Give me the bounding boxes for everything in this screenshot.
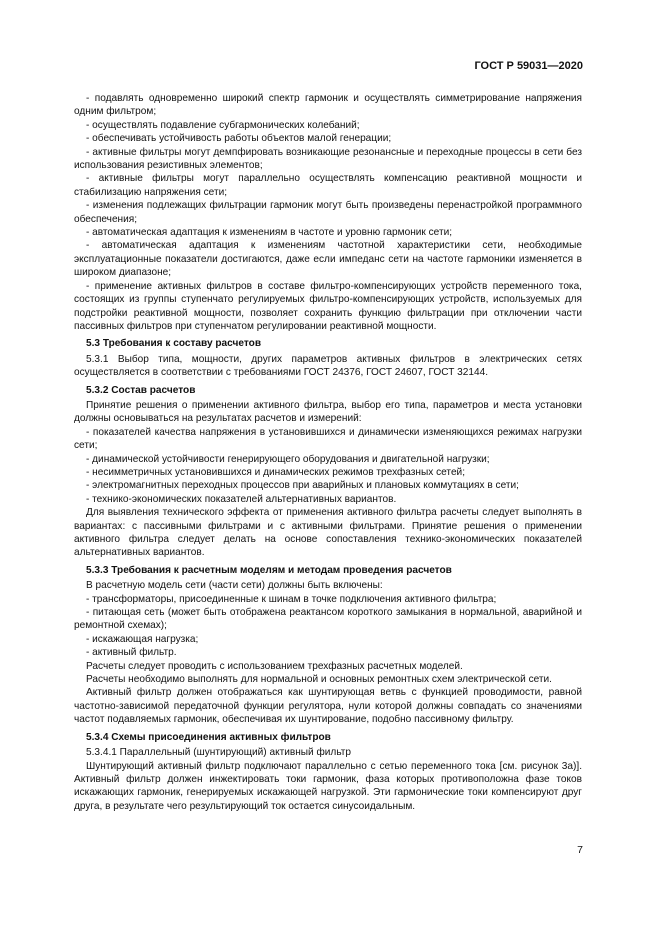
document-body bbox=[74, 92, 582, 813]
section-heading: 5.3.3 Требования к расчетным моделям и методам проведения расчетов bbox=[86, 564, 452, 576]
paragraph: - технико-экономических показателей альтернативных вариантов. bbox=[86, 493, 397, 505]
paragraph: - обеспечивать устойчивость работы объектов малой генерации; bbox=[86, 133, 392, 145]
paragraph: Расчеты следует проводить с использованием трехфазных расчетных моделей. bbox=[86, 660, 463, 672]
paragraph: - подавлять одновременно широкий спектр гармоник и осуществлять симметрирование напряжения одним фильтром; bbox=[74, 93, 582, 118]
paragraph: 5.3.4.1 Параллельный (шунтирующий) активный фильтр bbox=[86, 747, 352, 759]
paragraph: Активный фильтр должен отображаться как шунтирующая ветвь с функцией проводимости, равной частотно-зависимой передаточной функции регулятора, нули которой должны совпадать со значениями частот подавляемых гармоник, обеспечивая их шунтирование, подобно пассивному фильтру. bbox=[74, 687, 582, 726]
section-heading: 5.3 Требования к составу расчетов bbox=[86, 338, 262, 350]
paragraph: Расчеты необходимо выполнять для нормальной и основных ремонтных схем электрической сети. bbox=[86, 674, 552, 686]
document-designation: ГОСТ Р 59031—2020 bbox=[474, 60, 583, 72]
paragraph: - электромагнитных переходных процессов при аварийных и плановых коммутациях в сети; bbox=[86, 480, 519, 492]
page-number: 7 bbox=[577, 844, 583, 856]
paragraph: - автоматическая адаптация к изменениям в частоте и уровню гармоник сети; bbox=[86, 227, 453, 239]
paragraph: - искажающая нагрузка; bbox=[86, 633, 199, 645]
paragraph: - трансформаторы, присоединенные к шинам в точке подключения активного фильтра; bbox=[86, 593, 497, 605]
paragraph: - питающая сеть (может быть отображена реактансом короткого замыкания в нормальной, аварийной и ремонтной схемах); bbox=[74, 607, 582, 632]
paragraph: - активные фильтры могут демпфировать возникающие резонансные и переходные процессы в сети без использования резистивных элементов; bbox=[74, 146, 582, 172]
paragraph: Принятие решения о применении активного фильтра, выбор его типа, параметров и места установки должны основываться на результатах расчетов и измерений: bbox=[74, 399, 582, 425]
paragraph: - динамической устойчивости генерирующего оборудования и двигательной нагрузки; bbox=[86, 453, 490, 465]
paragraph: - активный фильтр. bbox=[86, 647, 177, 659]
paragraph: 5.3.1 Выбор типа, мощности, других параметров активных фильтров в электрических сетях осуществляется в соответствии с требованиями ГОСТ 24376, ГОСТ 24607, ГОСТ 32144. bbox=[74, 353, 582, 379]
section-heading: 5.3.2 Состав расчетов bbox=[86, 384, 196, 396]
section-heading: 5.3.4 Схемы присоединения активных фильтров bbox=[86, 731, 331, 743]
paragraph: В расчетную модель сети (части сети) должны быть включены: bbox=[86, 580, 383, 592]
paragraph: - применение активных фильтров в составе фильтро-компенсирующих устройств переменного тока, состоящих из группы ступенчато регулируемых фильтро-компенсирующих устройств, используемых для подстройки реактивной мощности, позволяет сохранить функцию фильтрации при отключении части пассивных фильтров при ступенчатом регулировании реактивной мощности. bbox=[74, 280, 582, 332]
paragraph: - изменения подлежащих фильтрации гармоник могут быть произведены перенастройкой программного обеспечения; bbox=[74, 200, 582, 225]
paragraph: Для выявления технического эффекта от применения активного фильтра расчеты следует выполнять в вариантах: с пассивными фильтрами и с активными фильтрами. Принятие решения о применении активного фильтра следует делать на основе сопоставления технико-экономических показателей альтернативных вариантов. bbox=[74, 507, 582, 559]
paragraph: - автоматическая адаптация к изменениям частотной характеристики сети, необходимые эксплуатационные показатели достигаются, даже если импеданс сети на частоте гармоники изменяется в широком диапазоне; bbox=[74, 240, 582, 279]
paragraph: - несимметричных установившихся и динамических режимов трехфазных сетей; bbox=[86, 466, 466, 478]
paragraph: - показателей качества напряжения в установившихся и динамически изменяющихся режимах нагрузки сети; bbox=[74, 426, 582, 452]
paragraph: - осуществлять подавление субгармонических колебаний; bbox=[86, 119, 360, 131]
paragraph: - активные фильтры могут параллельно осуществлять компенсацию реактивной мощности и стабилизацию напряжения сети; bbox=[74, 173, 582, 198]
paragraph: Шунтирующий активный фильтр подключают параллельно с сетью переменного тока [см. рисунок 3а)]. Активный фильтр должен инжектировать токи гармоник, фаза которых противоположна фазе токов искажающих гармоник, генерируемых искажающей нагрузкой. Эти гармонические токи компенсируют друг друга, в результате чего результирующий ток остается синусоидальным. bbox=[74, 760, 582, 812]
